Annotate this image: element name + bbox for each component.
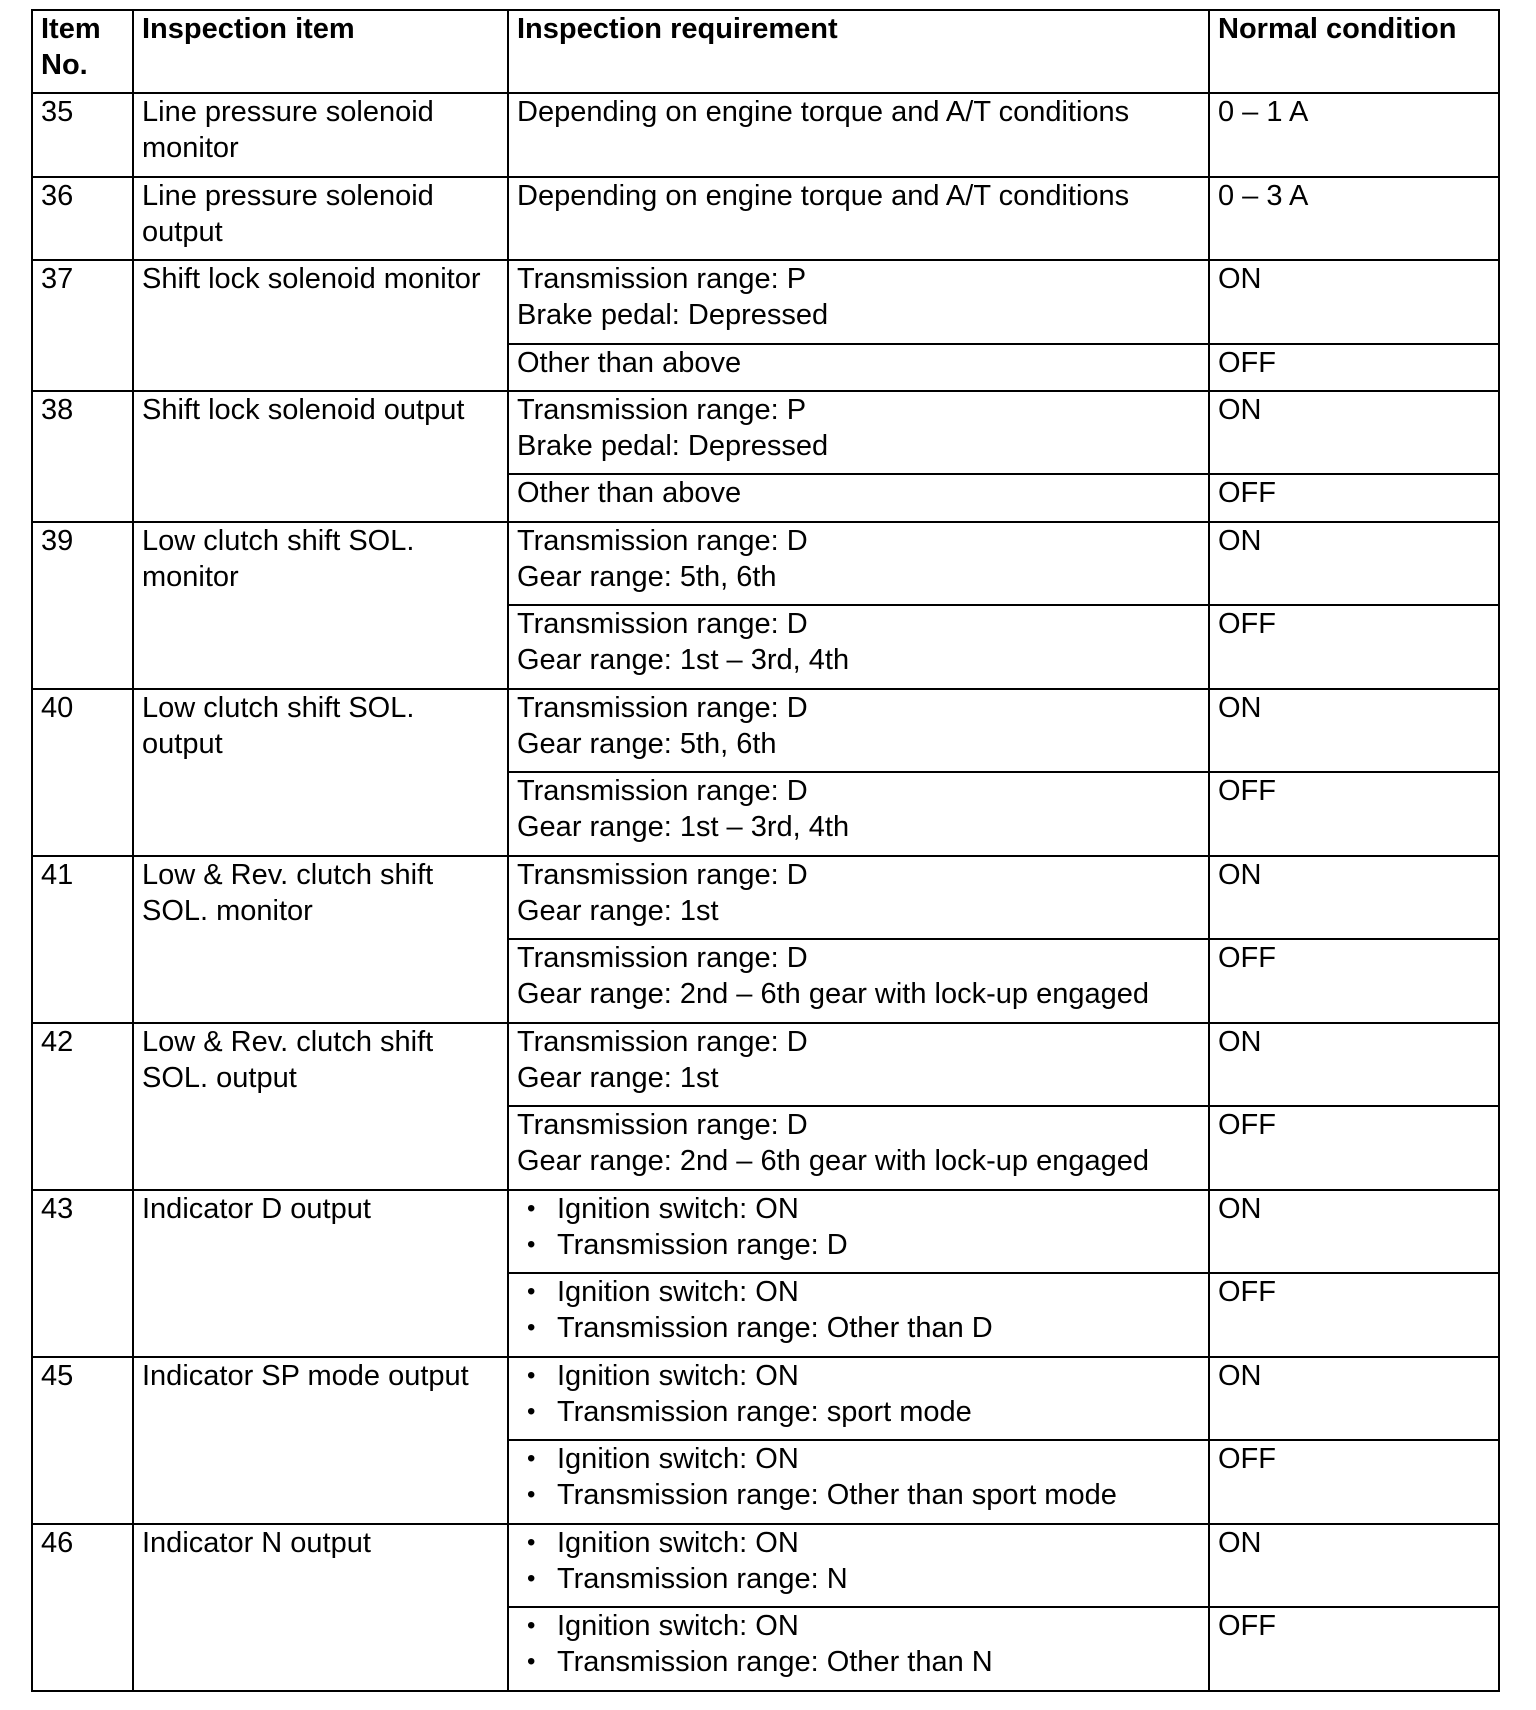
bullet-icon: •: [527, 1648, 536, 1676]
inspection-requirement-cell: [508, 344, 1209, 391]
inspection-requirement-cell: [508, 1106, 1209, 1190]
requirement-bullet-item: [517, 1561, 1200, 1597]
normal-condition-cell: ON: [1209, 1190, 1499, 1274]
normal-condition-cell: OFF: [1209, 344, 1499, 391]
requirement-line: Gear range: 5th, 6th: [517, 560, 777, 593]
normal-condition-cell: ON: [1209, 1357, 1499, 1441]
requirement-text: Ignition switch: ON: [557, 1359, 799, 1392]
table-row: [32, 391, 1499, 475]
inspection-requirement-cell: [508, 522, 1209, 606]
inspection-item-line: Low clutch shift SOL.: [142, 691, 415, 724]
normal-condition-cell: OFF: [1209, 772, 1499, 856]
table-row: [32, 1524, 1499, 1608]
requirement-text: Transmission range: N: [557, 1562, 848, 1595]
requirement-text: Ignition switch: ON: [557, 1443, 799, 1476]
inspection-item-cell: [133, 391, 508, 522]
requirement-line: Transmission range: D: [517, 775, 808, 808]
inspection-item-cell: [133, 1023, 508, 1190]
inspection-requirement-cell: [508, 856, 1209, 940]
inspection-requirement-cell: [508, 605, 1209, 689]
inspection-item-cell: [133, 1357, 508, 1524]
normal-condition-cell: ON: [1209, 856, 1499, 940]
table-row: [32, 856, 1499, 940]
requirement-bullet-item: [517, 1441, 1200, 1477]
requirement-text: Ignition switch: ON: [557, 1192, 799, 1225]
requirement-bullet-item: [517, 1525, 1200, 1561]
header-inspection-requirement: Inspection requirement: [508, 10, 1209, 93]
inspection-requirement-cell: [508, 1607, 1209, 1691]
inspection-item-line: SOL. output: [142, 1061, 297, 1094]
inspection-item-line: Line pressure solenoid: [142, 96, 434, 128]
requirement-text: Ignition switch: ON: [557, 1526, 799, 1559]
inspection-item-cell: [133, 177, 508, 261]
normal-condition-cell: OFF: [1209, 474, 1499, 521]
requirement-line: Transmission range: D: [517, 608, 808, 641]
normal-condition-cell: OFF: [1209, 605, 1499, 689]
header-normal-condition: Normal condition: [1209, 10, 1499, 93]
inspection-requirement-cell: [508, 1440, 1209, 1524]
requirement-bullet-item: [517, 1191, 1200, 1227]
header-item-no: [32, 10, 133, 93]
normal-condition-cell: ON: [1209, 522, 1499, 606]
normal-condition-cell: ON: [1209, 260, 1499, 344]
bullet-icon: •: [527, 1564, 536, 1592]
inspection-item-cell: [133, 1190, 508, 1357]
requirement-bullet-item: [517, 1394, 1200, 1430]
inspection-item-line: Indicator N output: [142, 1526, 371, 1559]
requirement-line: Depending on engine torque and A/T conditions: [517, 96, 1130, 128]
inspection-requirement-cell: [508, 1023, 1209, 1107]
inspection-item-line: Shift lock solenoid output: [142, 393, 465, 426]
inspection-item-line: Indicator SP mode output: [142, 1359, 469, 1392]
requirement-line: Gear range: 5th, 6th: [517, 727, 777, 760]
inspection-item-line: Shift lock solenoid monitor: [142, 263, 481, 296]
requirement-bullet-item: [517, 1477, 1200, 1513]
inspection-item-line: Low & Rev. clutch shift: [142, 1025, 434, 1058]
item-number-cell: 35: [32, 93, 133, 177]
requirement-bullet-item: [517, 1358, 1200, 1394]
inspection-requirement-cell: [508, 689, 1209, 773]
requirement-line: Transmission range: D: [517, 691, 808, 724]
bullet-icon: •: [527, 1397, 536, 1425]
requirement-line: Gear range: 2nd – 6th gear with lock-up engaged: [517, 1145, 1149, 1178]
inspection-item-cell: [133, 260, 508, 391]
header-inspection-item: Inspection item: [133, 10, 508, 93]
requirement-bullet-item: [517, 1310, 1200, 1346]
normal-condition-cell: ON: [1209, 391, 1499, 475]
item-number-cell: 40: [32, 689, 133, 856]
inspection-requirement-cell: [508, 1357, 1209, 1441]
requirement-line: Gear range: 1st – 3rd, 4th: [517, 811, 850, 844]
table-header: [32, 10, 1499, 93]
normal-condition-cell: 0 – 1 A: [1209, 93, 1499, 177]
item-number-cell: 38: [32, 391, 133, 522]
inspection-requirement-cell: [508, 1190, 1209, 1274]
inspection-item-line: Line pressure solenoid: [142, 179, 434, 212]
table-row: [32, 177, 1499, 261]
requirement-line: Transmission range: D: [517, 858, 808, 891]
item-number-cell: 42: [32, 1023, 133, 1190]
requirement-line: Gear range: 1st – 3rd, 4th: [517, 644, 850, 677]
bullet-icon: •: [527, 1194, 536, 1222]
inspection-requirement-cell: [508, 260, 1209, 344]
requirement-bullet-item: [517, 1227, 1200, 1263]
item-number-cell: 39: [32, 522, 133, 689]
inspection-requirement-cell: [508, 772, 1209, 856]
item-number-cell: 36: [32, 177, 133, 261]
normal-condition-cell: OFF: [1209, 1440, 1499, 1524]
requirement-line: Gear range: 2nd – 6th gear with lock-up engaged: [517, 978, 1149, 1011]
inspection-item-line: output: [142, 727, 223, 760]
table-row: [32, 689, 1499, 773]
bullet-icon: •: [527, 1528, 536, 1556]
bullet-icon: •: [527, 1481, 536, 1509]
inspection-requirement-cell: [508, 1273, 1209, 1357]
item-number-cell: 43: [32, 1190, 133, 1357]
normal-condition-cell: ON: [1209, 689, 1499, 773]
requirement-text: Transmission range: Other than N: [557, 1646, 993, 1679]
bullet-icon: •: [527, 1314, 536, 1342]
requirement-text: Ignition switch: ON: [557, 1610, 799, 1643]
table-row: [32, 93, 1499, 177]
requirement-text: Transmission range: Other than sport mode: [557, 1479, 1117, 1512]
inspection-requirement-cell: [508, 1524, 1209, 1608]
inspection-item-line: Low clutch shift SOL.: [142, 524, 415, 557]
inspection-item-cell: [133, 1524, 508, 1691]
inspection-item-cell: [133, 522, 508, 689]
bullet-icon: •: [527, 1445, 536, 1473]
requirement-line: Brake pedal: Depressed: [517, 429, 829, 462]
item-number-cell: 41: [32, 856, 133, 1023]
inspection-item-line: monitor: [142, 132, 239, 164]
header-item-no-line: Item: [41, 13, 101, 45]
inspection-item-line: Indicator D output: [142, 1192, 371, 1225]
requirement-line: Transmission range: P: [517, 263, 807, 296]
header-item-no-line: No.: [41, 49, 88, 81]
inspection-requirement-cell: [508, 177, 1209, 261]
inspection-item-cell: [133, 93, 508, 177]
item-number-cell: 46: [32, 1524, 133, 1691]
inspection-item-line: Low & Rev. clutch shift: [142, 858, 434, 891]
inspection-item-cell: [133, 856, 508, 1023]
requirement-bullet-item: [517, 1644, 1200, 1680]
header-row: [32, 10, 1499, 93]
table-row: [32, 260, 1499, 344]
table-row: [32, 1190, 1499, 1274]
normal-condition-cell: OFF: [1209, 1106, 1499, 1190]
inspection-requirement-cell: [508, 93, 1209, 177]
normal-condition-cell: OFF: [1209, 939, 1499, 1023]
requirement-line: Gear range: 1st: [517, 1061, 719, 1094]
inspection-item-line: SOL. monitor: [142, 894, 313, 927]
bullet-icon: •: [527, 1230, 536, 1258]
requirement-bullet-item: [517, 1608, 1200, 1644]
table-row: [32, 1023, 1499, 1107]
requirement-line: Transmission range: D: [517, 524, 808, 557]
requirement-line: Depending on engine torque and A/T conditions: [517, 179, 1130, 212]
bullet-icon: •: [527, 1612, 536, 1640]
inspection-item-line: output: [142, 215, 223, 248]
inspection-table: [31, 9, 1500, 1692]
normal-condition-cell: OFF: [1209, 1273, 1499, 1357]
requirement-text: Transmission range: D: [557, 1228, 848, 1261]
normal-condition-cell: OFF: [1209, 1607, 1499, 1691]
normal-condition-cell: ON: [1209, 1524, 1499, 1608]
inspection-item-line: monitor: [142, 560, 239, 593]
requirement-line: Gear range: 1st: [517, 894, 719, 927]
requirement-line: Transmission range: D: [517, 1109, 808, 1142]
requirement-bullet-item: [517, 1274, 1200, 1310]
item-number-cell: 37: [32, 260, 133, 391]
item-number-cell: 45: [32, 1357, 133, 1524]
bullet-icon: •: [527, 1278, 536, 1306]
requirement-line: Brake pedal: Depressed: [517, 299, 829, 332]
normal-condition-cell: 0 – 3 A: [1209, 177, 1499, 261]
requirement-text: Transmission range: sport mode: [557, 1395, 972, 1428]
requirement-text: Ignition switch: ON: [557, 1276, 799, 1309]
table-body: [32, 93, 1499, 1691]
inspection-item-cell: [133, 689, 508, 856]
inspection-requirement-cell: [508, 474, 1209, 521]
bullet-icon: •: [527, 1361, 536, 1389]
normal-condition-cell: ON: [1209, 1023, 1499, 1107]
requirement-text: Transmission range: Other than D: [557, 1312, 993, 1345]
table-row: [32, 522, 1499, 606]
table-row: [32, 1357, 1499, 1441]
requirement-line: Transmission range: D: [517, 1025, 808, 1058]
requirement-line: Other than above: [517, 346, 742, 379]
inspection-requirement-cell: [508, 391, 1209, 475]
inspection-requirement-cell: [508, 939, 1209, 1023]
requirement-line: Transmission range: D: [517, 942, 808, 975]
requirement-line: Other than above: [517, 477, 742, 510]
requirement-line: Transmission range: P: [517, 393, 807, 426]
